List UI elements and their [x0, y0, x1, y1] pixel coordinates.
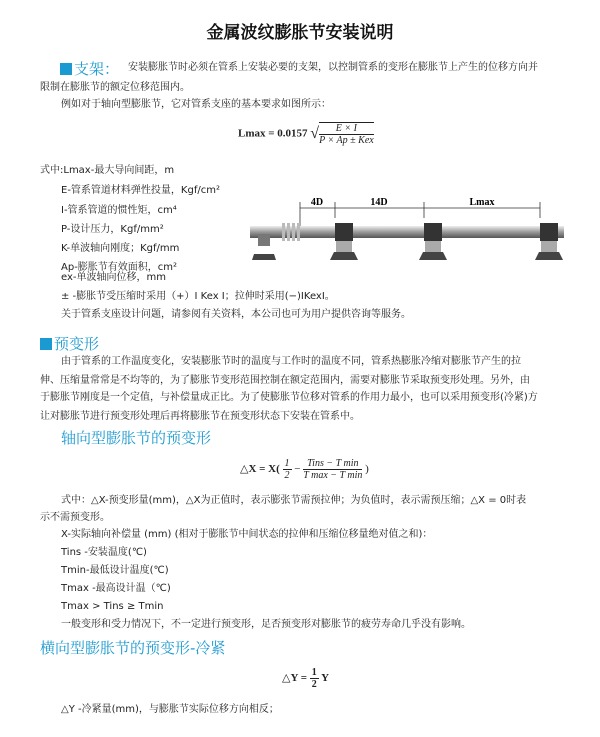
support-intro: 安装膨胀节时必须在管系上安装必要的支架，以控制管系的变形在膨胀节上产生的位移方向并 [128, 62, 538, 73]
heading-text: 预变形 [54, 335, 100, 353]
def-line: Ap-膨胀节有效面积，cm² [61, 262, 178, 273]
section-heading-predeform [40, 333, 99, 354]
square-bullet-icon [60, 63, 72, 75]
subheading-lateral: 横向型膨胀节的预变形-冷紧 [40, 639, 226, 657]
support-example: 例如对于轴向型膨胀节，它对管系支座的基本要求如图所示： [61, 99, 331, 110]
label-14d: 14D [370, 197, 388, 208]
def-line: Tmax -最高设计温（℃) [61, 583, 171, 594]
para-line: 于膨胀节刚度是一个定值，与补偿量成正比。为了使膨胀节位移对管系的作用力最小，也可以采用预变形(冷紧)方 [40, 392, 538, 403]
def-line: ± -膨胀节受压缩时采用（+）I Kex I；拉伸时采用(−)IKexI。 [61, 291, 335, 302]
lmax-formula: Lmax = 0.0157 √ $\frac{E \times I}{\text{P × Ap ± Kex}}$ [238, 123, 374, 146]
def-line: 一般变形和受力情况下，不一定进行预变形，足否预变形对膨胀节的疲劳寿命几乎没有影响。 [61, 619, 471, 630]
formula-lhs: △Y = [282, 672, 308, 685]
def-line: △Y -冷紧量(mm)，与膨胀节实际位移方向相反； [61, 704, 279, 715]
denominator: 2 [311, 679, 317, 690]
support-spacing-diagram [250, 196, 570, 266]
formula-rhs: Y [321, 672, 330, 685]
section-heading-support [60, 58, 119, 79]
label-4d: 4D [310, 197, 324, 208]
lateral-formula [282, 667, 329, 690]
def-line: E-管系管道材料弹性投量，Kgf/cm² [61, 185, 220, 196]
def-line: Tmin-最低设计温度(℃) [61, 565, 169, 576]
denominator: 2 [284, 470, 290, 481]
para-line: 由于管系的工作温度变化，安装膨胀节时的温度与工作时的温度不同，管系热膨胀冷缩对膨胀节产生的拉 [61, 356, 521, 367]
def-line: 关于管系支座设计问题，请参阅有关资料，本公司也可为用户提供咨询等服务。 [61, 309, 411, 320]
minus-sign: − [294, 463, 301, 476]
denominator: P × Ap ± Kex [319, 135, 374, 146]
numerator: 1 [284, 458, 290, 469]
heading-text: 支架： [74, 60, 120, 78]
note-line: 式中：△X-预变形量(mm)，△X为正值时，表示膨张节需预拉伸；为负值时，表示需预压缩；△X = 0时表 [61, 495, 527, 506]
formula-lhs: △X = X( [240, 463, 280, 476]
page-title: 金属波纹膨胀节安装说明 [206, 23, 394, 43]
support-intro-cont: 限制在膨胀节的额定位移范围内。 [40, 82, 190, 93]
def-line: Tmax > Tins ≥ Tmin [61, 601, 164, 612]
def-line: Tins -安装温度(℃) [61, 547, 147, 558]
note-line: 示不需预变形。 [40, 512, 110, 523]
temp-fraction [303, 458, 362, 481]
def-line: ex-单波轴向位移，mm [61, 272, 166, 283]
fixed-support [258, 234, 270, 246]
axial-formula [240, 458, 369, 481]
def-line: 式中:Lmax-最大导向间距，m [40, 165, 175, 176]
numerator: Tins − T min [303, 458, 362, 470]
def-line: P-设计压力，Kgf/mm² [61, 224, 164, 235]
para-line: 伸、压缩量常常是不均等的，为了膨胀节变形范围控制在额定范围内，需要对膨胀节采取预变形处理。另外，由 [40, 375, 530, 386]
label-lmax: Lmax [469, 197, 495, 208]
para-line: 让对膨胀节进行预变形处理后再将膨胀节在预变形状态下安装在管系中。 [40, 411, 360, 422]
numerator: E × I [319, 123, 374, 135]
half-fraction [283, 458, 292, 481]
square-bullet-icon [40, 338, 52, 350]
numerator: 1 [311, 667, 317, 678]
def-line: I-管系管道的惯性矩，cm⁴ [61, 205, 177, 216]
def-line: K-单波轴向刚度；Kgf/mm [61, 243, 180, 254]
subheading-axial: 轴向型膨胀节的预变形 [61, 429, 212, 447]
paren: ) [365, 463, 369, 476]
formula-lhs: Lmax = 0.0157 [238, 127, 308, 140]
denominator: T max − T min [303, 470, 363, 481]
formula-fraction [319, 122, 374, 146]
def-line: X-实际轴向补偿量 (mm) (相对于膨胀节中间状态的拉伸和压缩位移量绝对值之和)： [61, 529, 433, 540]
half-fraction [310, 667, 319, 690]
